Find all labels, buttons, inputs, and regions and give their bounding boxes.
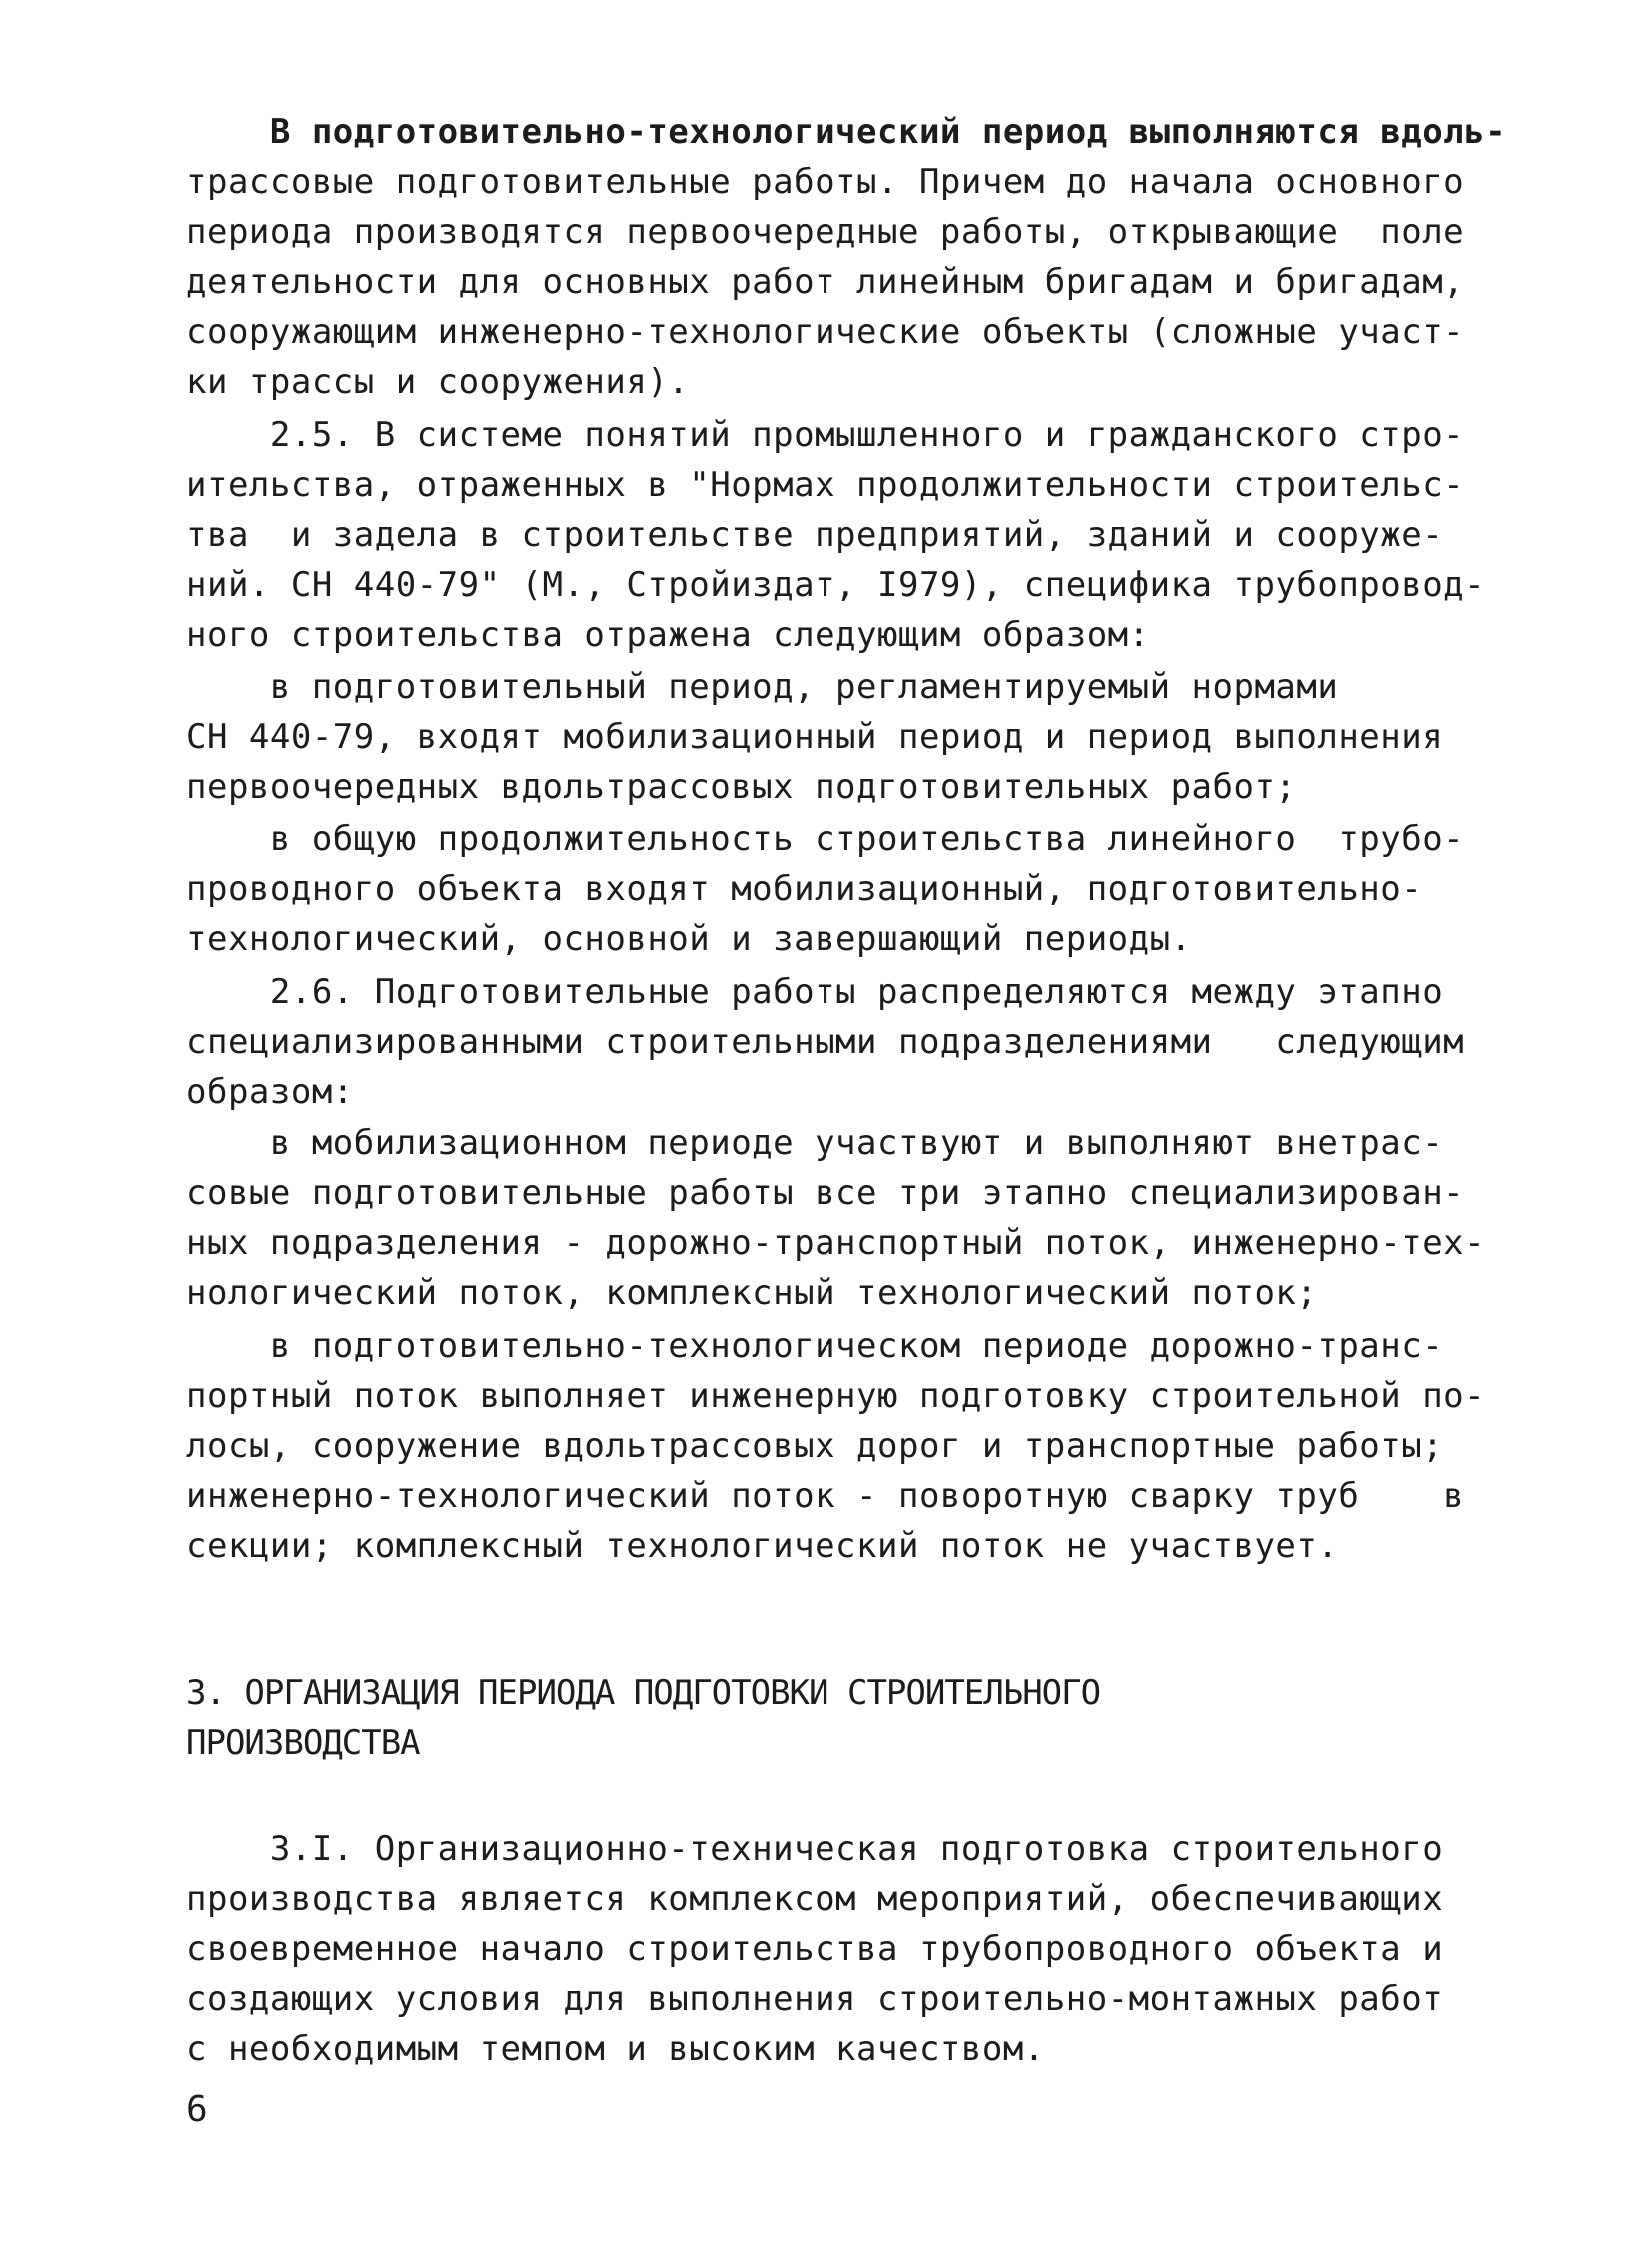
text-line: своевременное начало строительства трубопроводного объекта и bbox=[186, 1929, 1444, 1969]
text-line: лосы, сооружение вдольтрассовых дорог и транспортные работы; bbox=[186, 1426, 1444, 1466]
text-line: проводного объекта входят мобилизационный, подготовительно- bbox=[186, 869, 1423, 909]
text-line: инженерно-технологический поток - поворотную сварку труб в bbox=[186, 1476, 1465, 1516]
text-line: 3.I. Организационно-техническая подготовка строительного bbox=[186, 1829, 1444, 1869]
text-line: специализированными строительными подразделениями следующим bbox=[186, 1022, 1465, 1062]
text-line: в подготовительно-технологическом периоде дорожно-транс- bbox=[186, 1326, 1444, 1366]
text-line: технологический, основной и завершающий периоды. bbox=[186, 919, 1192, 959]
text-line: секции; комплексный технологический поток не участвует. bbox=[186, 1526, 1339, 1566]
text-line: портный поток выполняет инженерную подготовку строительной по- bbox=[186, 1376, 1486, 1416]
text-line: образом: bbox=[186, 1072, 354, 1112]
text-line: ительства, отраженных в "Нормах продолжительности строительс- bbox=[186, 465, 1465, 505]
text-line: периода производятся первоочередные работы, открывающие поле bbox=[186, 212, 1465, 252]
text-line: ного строительства отражена следующим образом: bbox=[186, 615, 1150, 655]
text-line: В подготовительно-технологический период выполняются вдоль- bbox=[186, 112, 1507, 152]
page-number: 6 bbox=[186, 2089, 208, 2130]
text-line: 2.5. В системе понятий промышленного и гражданского стро- bbox=[186, 415, 1465, 455]
text-line: 2.6. Подготовительные работы распределяются между этапно bbox=[186, 972, 1444, 1012]
text-line: в подготовительный период, регламентируемый нормами bbox=[186, 667, 1339, 707]
section-heading-line: ПРОИЗВОДСТВА bbox=[186, 1723, 420, 1763]
text-line: первоочередных вдольтрассовых подготовительных работ; bbox=[186, 767, 1297, 807]
text-line: ки трассы и сооружения). bbox=[186, 362, 690, 402]
text-line: создающих условия для выполнения строительно-монтажных работ bbox=[186, 1979, 1444, 2019]
text-line: СН 440-79, входят мобилизационный период и период выполнения bbox=[186, 717, 1444, 757]
section-heading-line: 3. ОРГАНИЗАЦИЯ ПЕРИОДА ПОДГОТОВКИ СТРОИТЕЛЬНОГО bbox=[186, 1673, 1101, 1713]
text-line: нологический поток, комплексный технологический поток; bbox=[186, 1273, 1318, 1313]
text-line: совые подготовительные работы все три этапно специализирован- bbox=[186, 1173, 1465, 1213]
text-line: тва и задела в строительстве предприятий, зданий и сооруже- bbox=[186, 515, 1444, 555]
text-line: ний. СН 440-79" (М., Стройиздат, I979), специфика трубопровод- bbox=[186, 565, 1486, 605]
text-line: в общую продолжительность строительства линейного трубо- bbox=[186, 819, 1465, 859]
text-line: трассовые подготовительные работы. Причем до начала основного bbox=[186, 162, 1465, 202]
text-line: производства является комплексом мероприятий, обеспечивающих bbox=[186, 1879, 1444, 1919]
text-line: в мобилизационном периоде участвуют и выполняют внетрас- bbox=[186, 1123, 1444, 1163]
text-line: ных подразделения - дорожно-транспортный поток, инженерно-тех- bbox=[186, 1223, 1486, 1263]
text-line: с необходимым темпом и высоким качеством. bbox=[186, 2029, 1045, 2069]
text-line: деятельности для основных работ линейным бригадам и бригадам, bbox=[186, 262, 1465, 302]
text-line: сооружающим инженерно-технологические объекты (сложные участ- bbox=[186, 312, 1465, 352]
